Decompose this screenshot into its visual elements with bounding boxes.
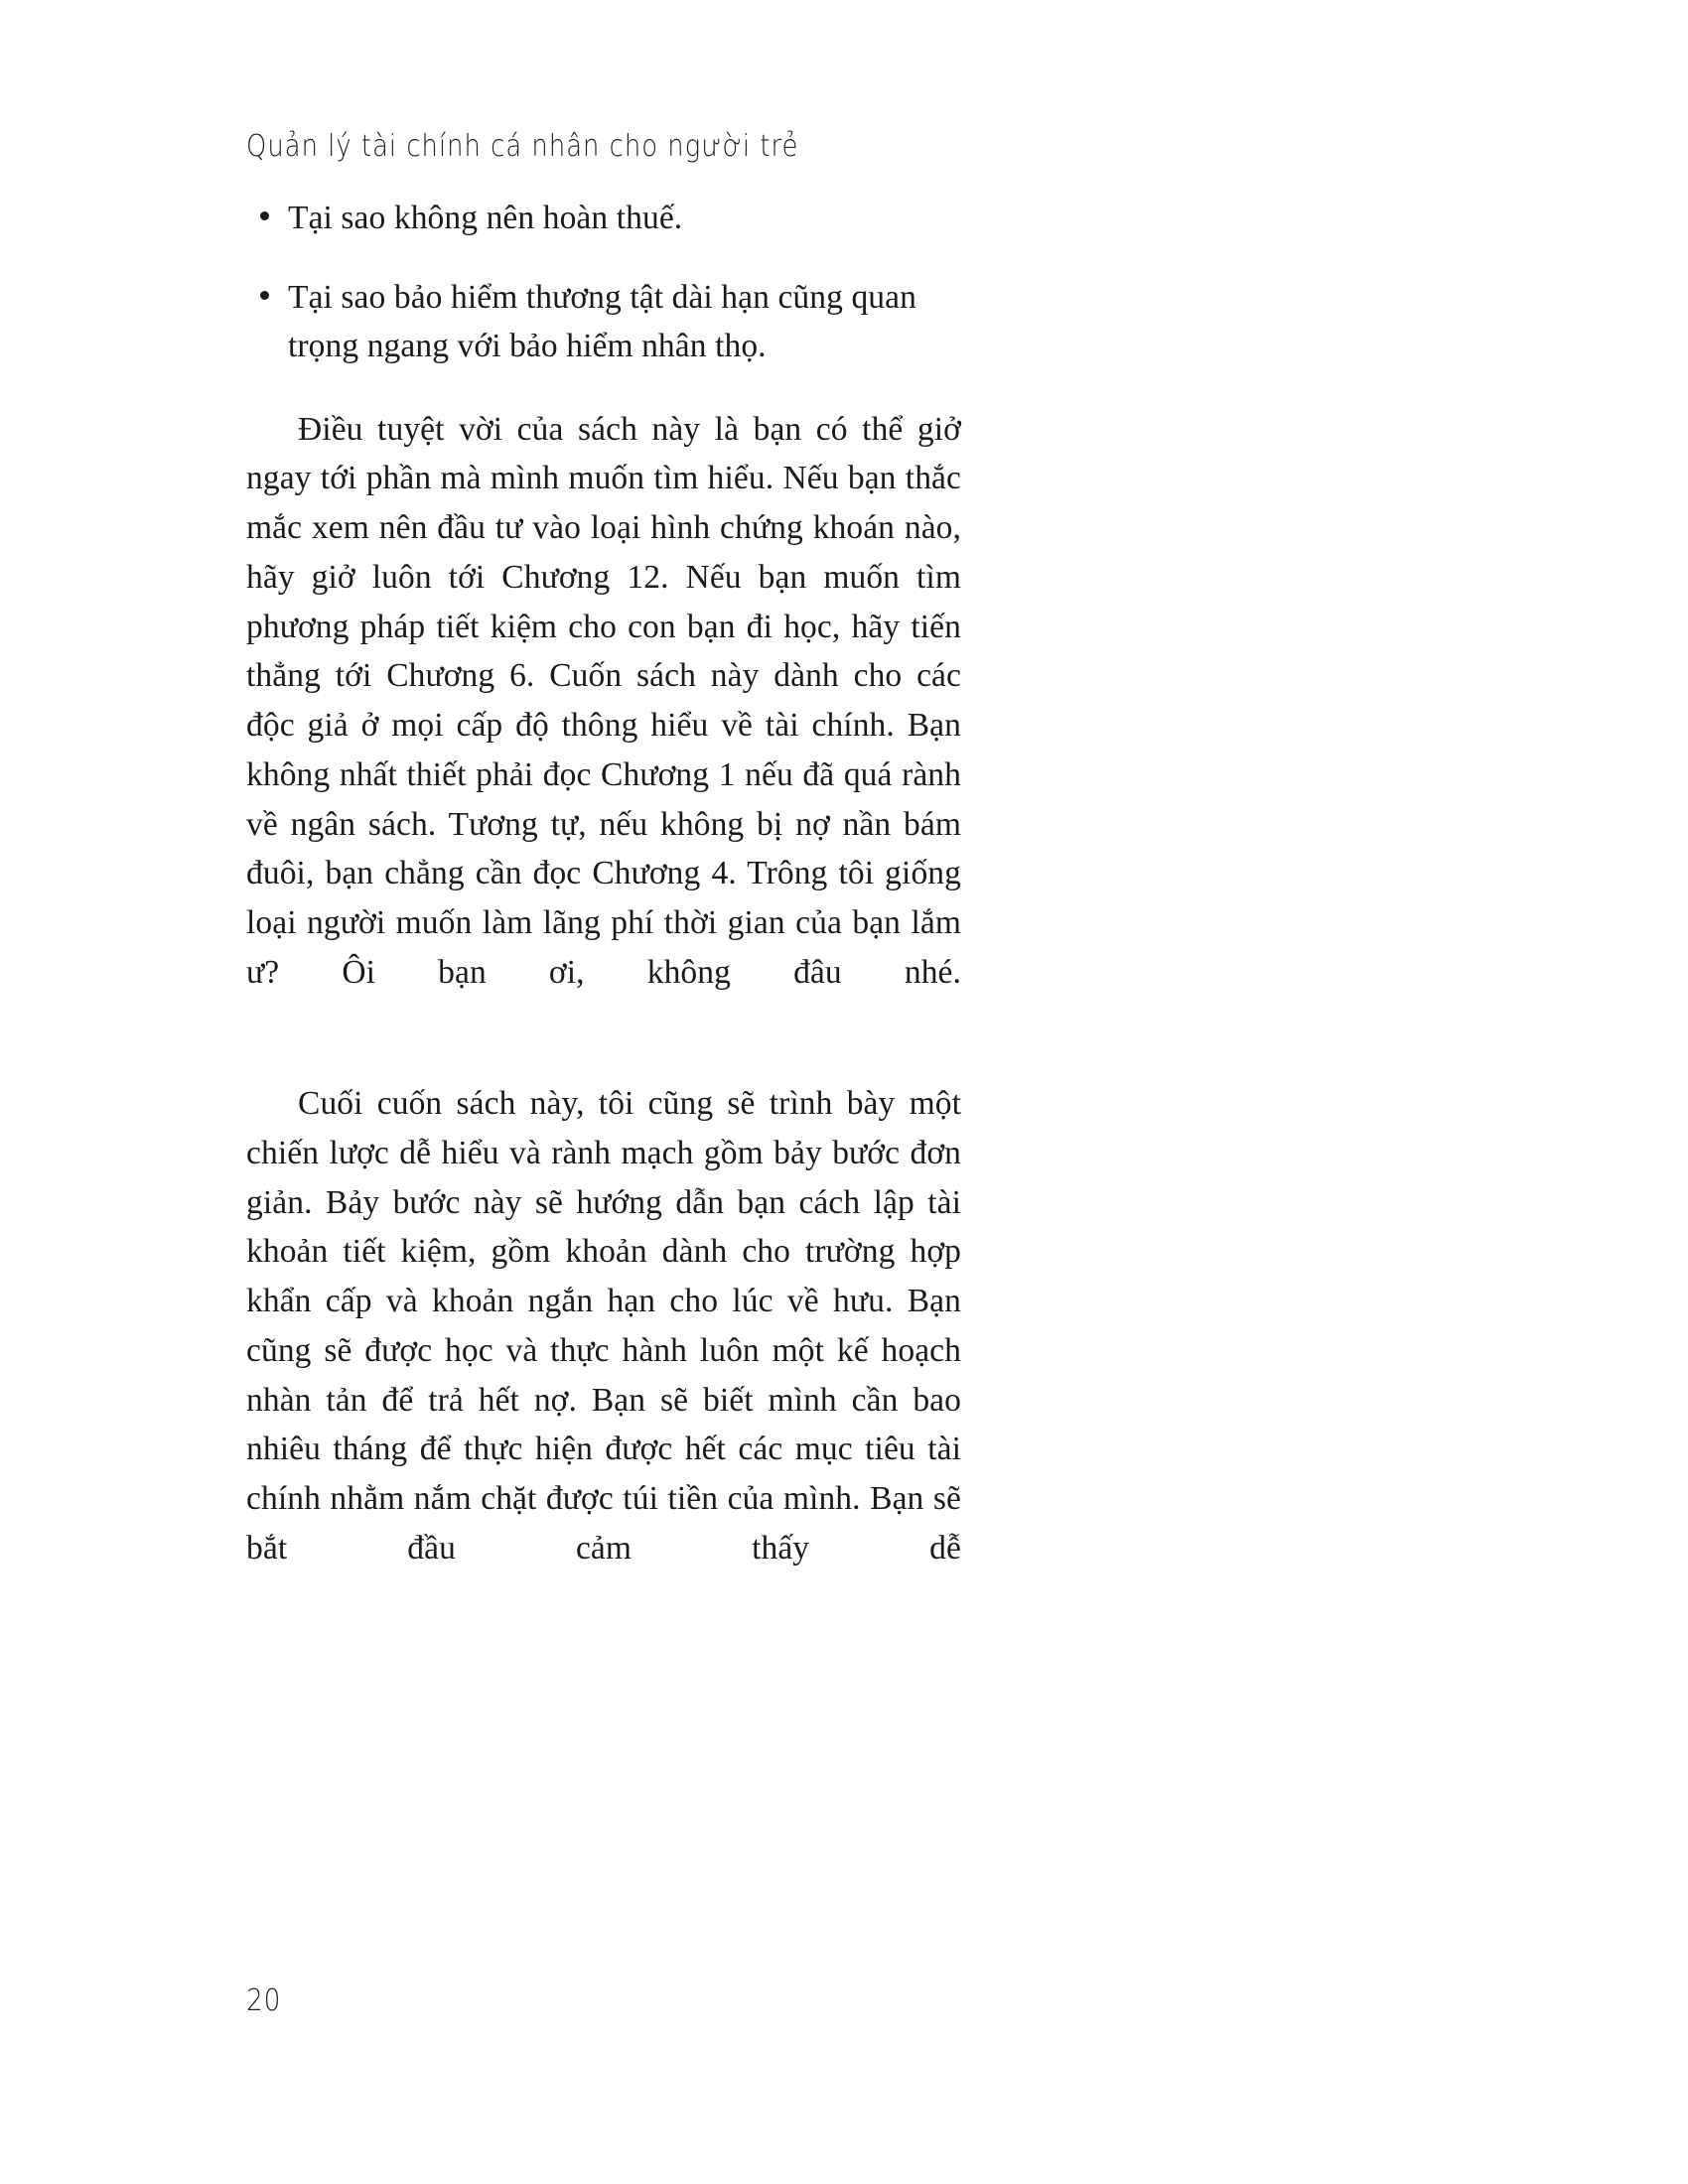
list-item [246,274,961,371]
running-head: Quản lý tài chính cá nhân cho người trẻ [246,129,799,164]
bullet-dot-icon [260,211,269,220]
body-paragraph-1: Điều tuyệt vời của sách này là bạn có thể giở ngay tới phần mà mình muốn tìm hiểu. Nếu bạn thắc mắc xem nên đầu tư vào loại hình chứng khoán nào, hãy giở luôn tới Chương 12. Nếu bạn muốn tìm phương pháp tiết kiệm cho con bạn đi học, hãy tiến thẳng tới Chương 6. Cuốn sách này dành cho các độc giả ở mọi cấp độ thông hiểu về tài chính. Bạn không nhất thiết phải đọc Chương 1 nếu đã quá rành về ngân sách. Tương tự, nếu không bị nợ nần bám đuôi, bạn chẳng cần đọc Chương 4. Trông tôi giống loại người muốn làm lãng phí thời gian của bạn lắm ư? Ôi bạn ơi, không đâu nhé. [246,410,961,991]
bullet-list [246,195,961,371]
page-number: 20 [246,1983,282,2018]
list-item-text: Tại sao bảo hiểm thương tật dài hạn cũng quan trọng ngang với bảo hiểm nhân thọ. [288,278,916,364]
bullet-dot-icon [260,291,269,300]
list-item [246,195,961,243]
list-item-text: Tại sao không nên hoàn thuế. [288,200,683,236]
body-paragraph-2: Cuối cuốn sách này, tôi cũng sẽ trình bày một chiến lược dễ hiểu và rành mạch gồm bảy bước đơn giản. Bảy bước này sẽ hướng dẫn bạn cách lập tài khoản tiết kiệm, gồm khoản dành cho trường hợp khẩn cấp và khoản ngắn hạn cho lúc về hưu. Bạn cũng sẽ được học và thực hành luôn một kế hoạch nhàn tản để trả hết nợ. Bạn sẽ biết mình cần bao nhiêu tháng để thực hiện được hết các mục tiêu tài chính nhằm nắm chặt được túi tiền của mình. Bạn sẽ bắt đầu cảm thấy dễ [246,1085,961,1567]
text-column [246,195,961,1622]
